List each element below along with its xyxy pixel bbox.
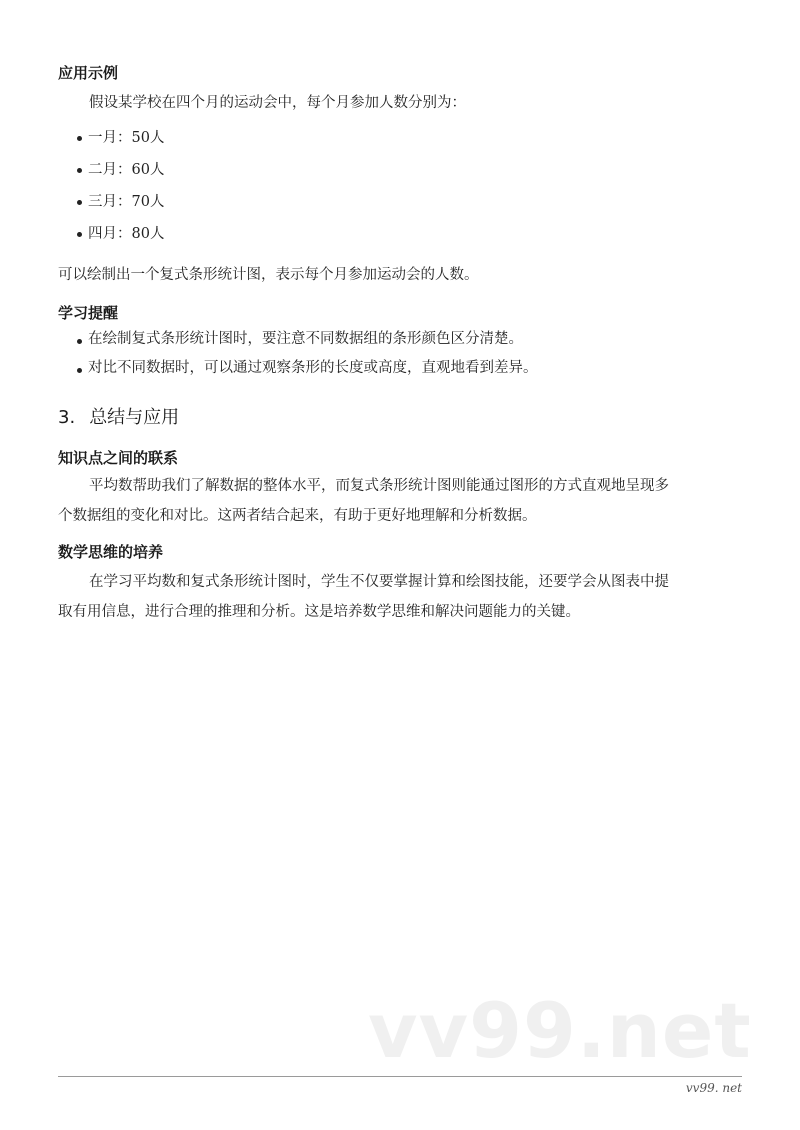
section-number: 3. <box>58 407 76 428</box>
list-item: 在绘制复式条形统计图时，要注意不同数据组的条形颜色区分清楚。 <box>58 325 742 354</box>
list-item: 三月：70人 <box>58 186 742 218</box>
thinking-paragraph-line: 取有用信息，进行合理的推理和分析。这是培养数学思维和解决问题能力的关键。 <box>58 604 580 620</box>
connections-paragraph-line: 个数据组的变化和对比。这两者结合起来，有助于更好地理解和分析数据。 <box>58 508 537 524</box>
connections-paragraph-line: 平均数帮助我们了解数据的整体水平，而复式条形统计图则能通过图形的方式直观地呈现多 <box>89 478 669 494</box>
thinking-paragraph-line: 在学习平均数和复式条形统计图时，学生不仅要掌握计算和绘图技能，还要学会从图表中提 <box>89 574 669 590</box>
list-item: 二月：60人 <box>58 154 742 186</box>
example-intro: 假设某学校在四个月的运动会中，每个月参加人数分别为： <box>89 95 466 111</box>
section-heading <box>58 405 742 431</box>
list-item: 四月：80人 <box>58 218 742 250</box>
list-item: 对比不同数据时，可以通过观察条形的长度或高度，直观地看到差异。 <box>58 354 742 383</box>
watermark: vv99.net <box>368 986 752 1075</box>
tips-list <box>58 325 742 383</box>
footer-divider <box>58 1076 742 1077</box>
section-title: 总结与应用 <box>89 407 180 428</box>
example-heading: 应用示例 <box>58 64 119 82</box>
list-item: 一月：50人 <box>58 122 742 154</box>
example-conclusion: 可以绘制出一个复式条形统计图，表示每个月参加运动会的人数。 <box>58 267 479 283</box>
document-page <box>58 58 742 627</box>
tips-heading: 学习提醒 <box>58 304 119 322</box>
thinking-heading: 数学思维的培养 <box>58 543 164 561</box>
footer-site: vv99. net <box>685 1081 742 1095</box>
connections-heading: 知识点之间的联系 <box>58 449 179 467</box>
monthly-participants-list <box>58 122 742 250</box>
